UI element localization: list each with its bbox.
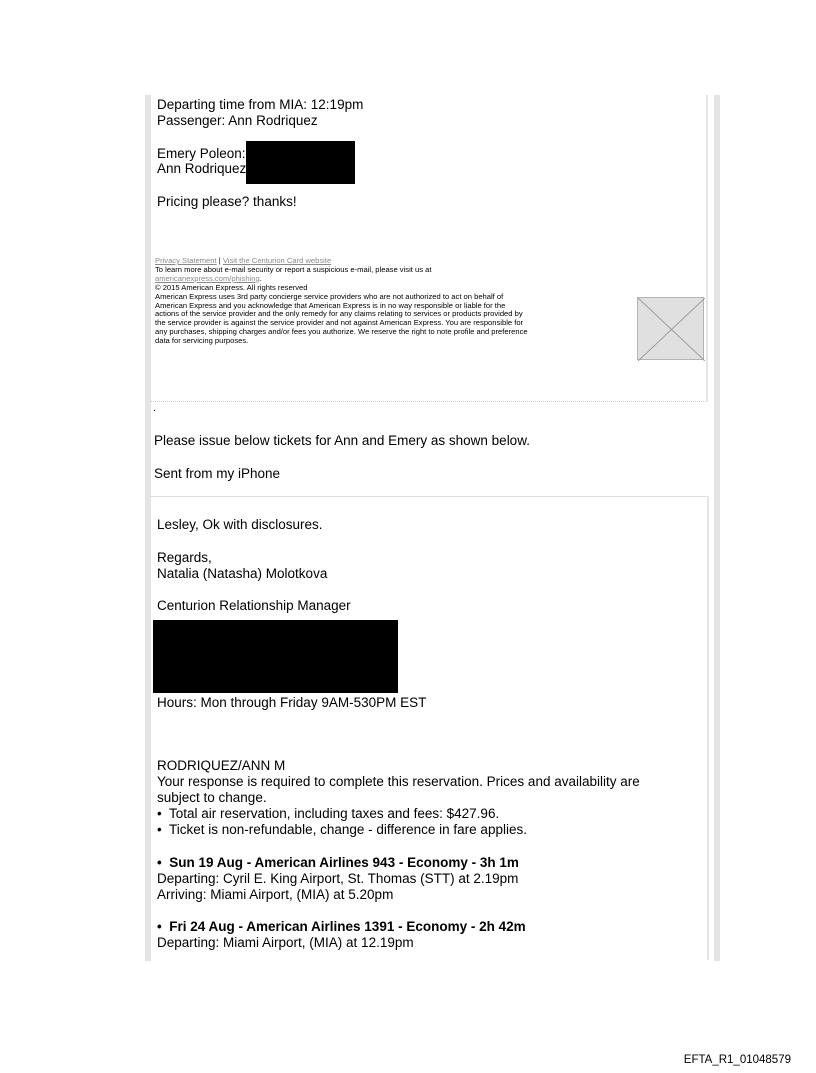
disclaimer-line: American Express uses 3rd party concierge service providers who are not authorized to act on behalf of: [155, 291, 504, 301]
notice-line: Your response is required to complete this reservation. Prices and availability are: [157, 774, 640, 789]
bullet-refund: • Ticket is non-refundable, change - difference in fare applies.: [157, 822, 527, 837]
redaction-box: [246, 141, 355, 184]
passenger-name: RODRIQUEZ/ANN M: [157, 758, 286, 773]
flight-arriving: Arriving: Miami Airport, (MIA) at 5.20pm: [157, 887, 394, 902]
phishing-link[interactable]: americanexpress.com/phishing: [155, 273, 260, 283]
sent-from-line: Sent from my iPhone: [154, 466, 281, 481]
copyright-line: © 2015 American Express. All rights reserved: [155, 282, 308, 292]
regards-line: Regards,: [157, 550, 212, 565]
quoted-message-block: [150, 95, 708, 402]
phishing-period: .: [259, 273, 262, 283]
bullet-total: • Total air reservation, including taxes and fees: $427.96.: [157, 806, 500, 821]
departing-time-line: Departing time from MIA: 12:19pm: [157, 97, 364, 112]
broken-image-icon: [638, 298, 705, 361]
flight-header: • Fri 24 Aug - American Airlines 1391 - Economy - 2h 42m: [157, 919, 526, 934]
disclaimer-line: the service provider is against the service provider and not against American Express. You are responsible for: [155, 318, 524, 328]
flight-header: • Sun 19 Aug - American Airlines 943 - Economy - 3h 1m: [157, 855, 519, 870]
signature-name: Natalia (Natasha) Molotkova: [157, 566, 328, 581]
centurion-website-link[interactable]: Visit the Centurion Card website: [222, 256, 332, 265]
notice-line: subject to change.: [157, 790, 267, 805]
disclaimer-line: any purchases, shipping charges and/or fees you authorize. We reserve the right to note profile and preference: [155, 327, 528, 337]
link-separator: |: [218, 256, 221, 265]
flight-departing: Departing: Miami Airport, (MIA) at 12.19pm: [157, 935, 414, 950]
broken-image-placeholder: [637, 297, 704, 360]
stray-dot: .: [153, 402, 157, 414]
privacy-statement-link[interactable]: Privacy Statement: [155, 256, 217, 265]
flight-departing: Departing: Cyril E. King Airport, St. Thomas (STT) at 2.19pm: [157, 871, 519, 886]
passenger-line: Passenger: Ann Rodriquez: [157, 113, 318, 128]
document-id: EFTA_R1_01048579: [683, 1054, 791, 1066]
pricing-request: Pricing please? thanks!: [157, 194, 297, 209]
redaction-box: [153, 620, 398, 693]
disclaimer-line: American Express and you acknowledge that American Express is in no way responsible or liable for the: [155, 300, 506, 310]
disclaimer-line: actions of the service provider and the only remedy for any claims relating to services or products provided by: [155, 309, 523, 319]
legal-footer: [155, 257, 633, 346]
name-line-emery: Emery Poleon:: [157, 146, 246, 161]
disclaimer-line: data for servicing purposes.: [155, 336, 249, 346]
security-line: To learn more about e-mail security or report a suspicious e-mail, please visit us at: [155, 264, 432, 274]
issue-tickets-line: Please issue below tickets for Ann and Emery as shown below.: [154, 433, 530, 448]
name-line-ann: Ann Rodriquez: [157, 161, 247, 176]
signature-title: Centurion Relationship Manager: [157, 598, 351, 613]
greeting-line: Lesley, Ok with disclosures.: [157, 517, 323, 532]
hours-line: Hours: Mon through Friday 9AM-530PM EST: [157, 695, 427, 710]
